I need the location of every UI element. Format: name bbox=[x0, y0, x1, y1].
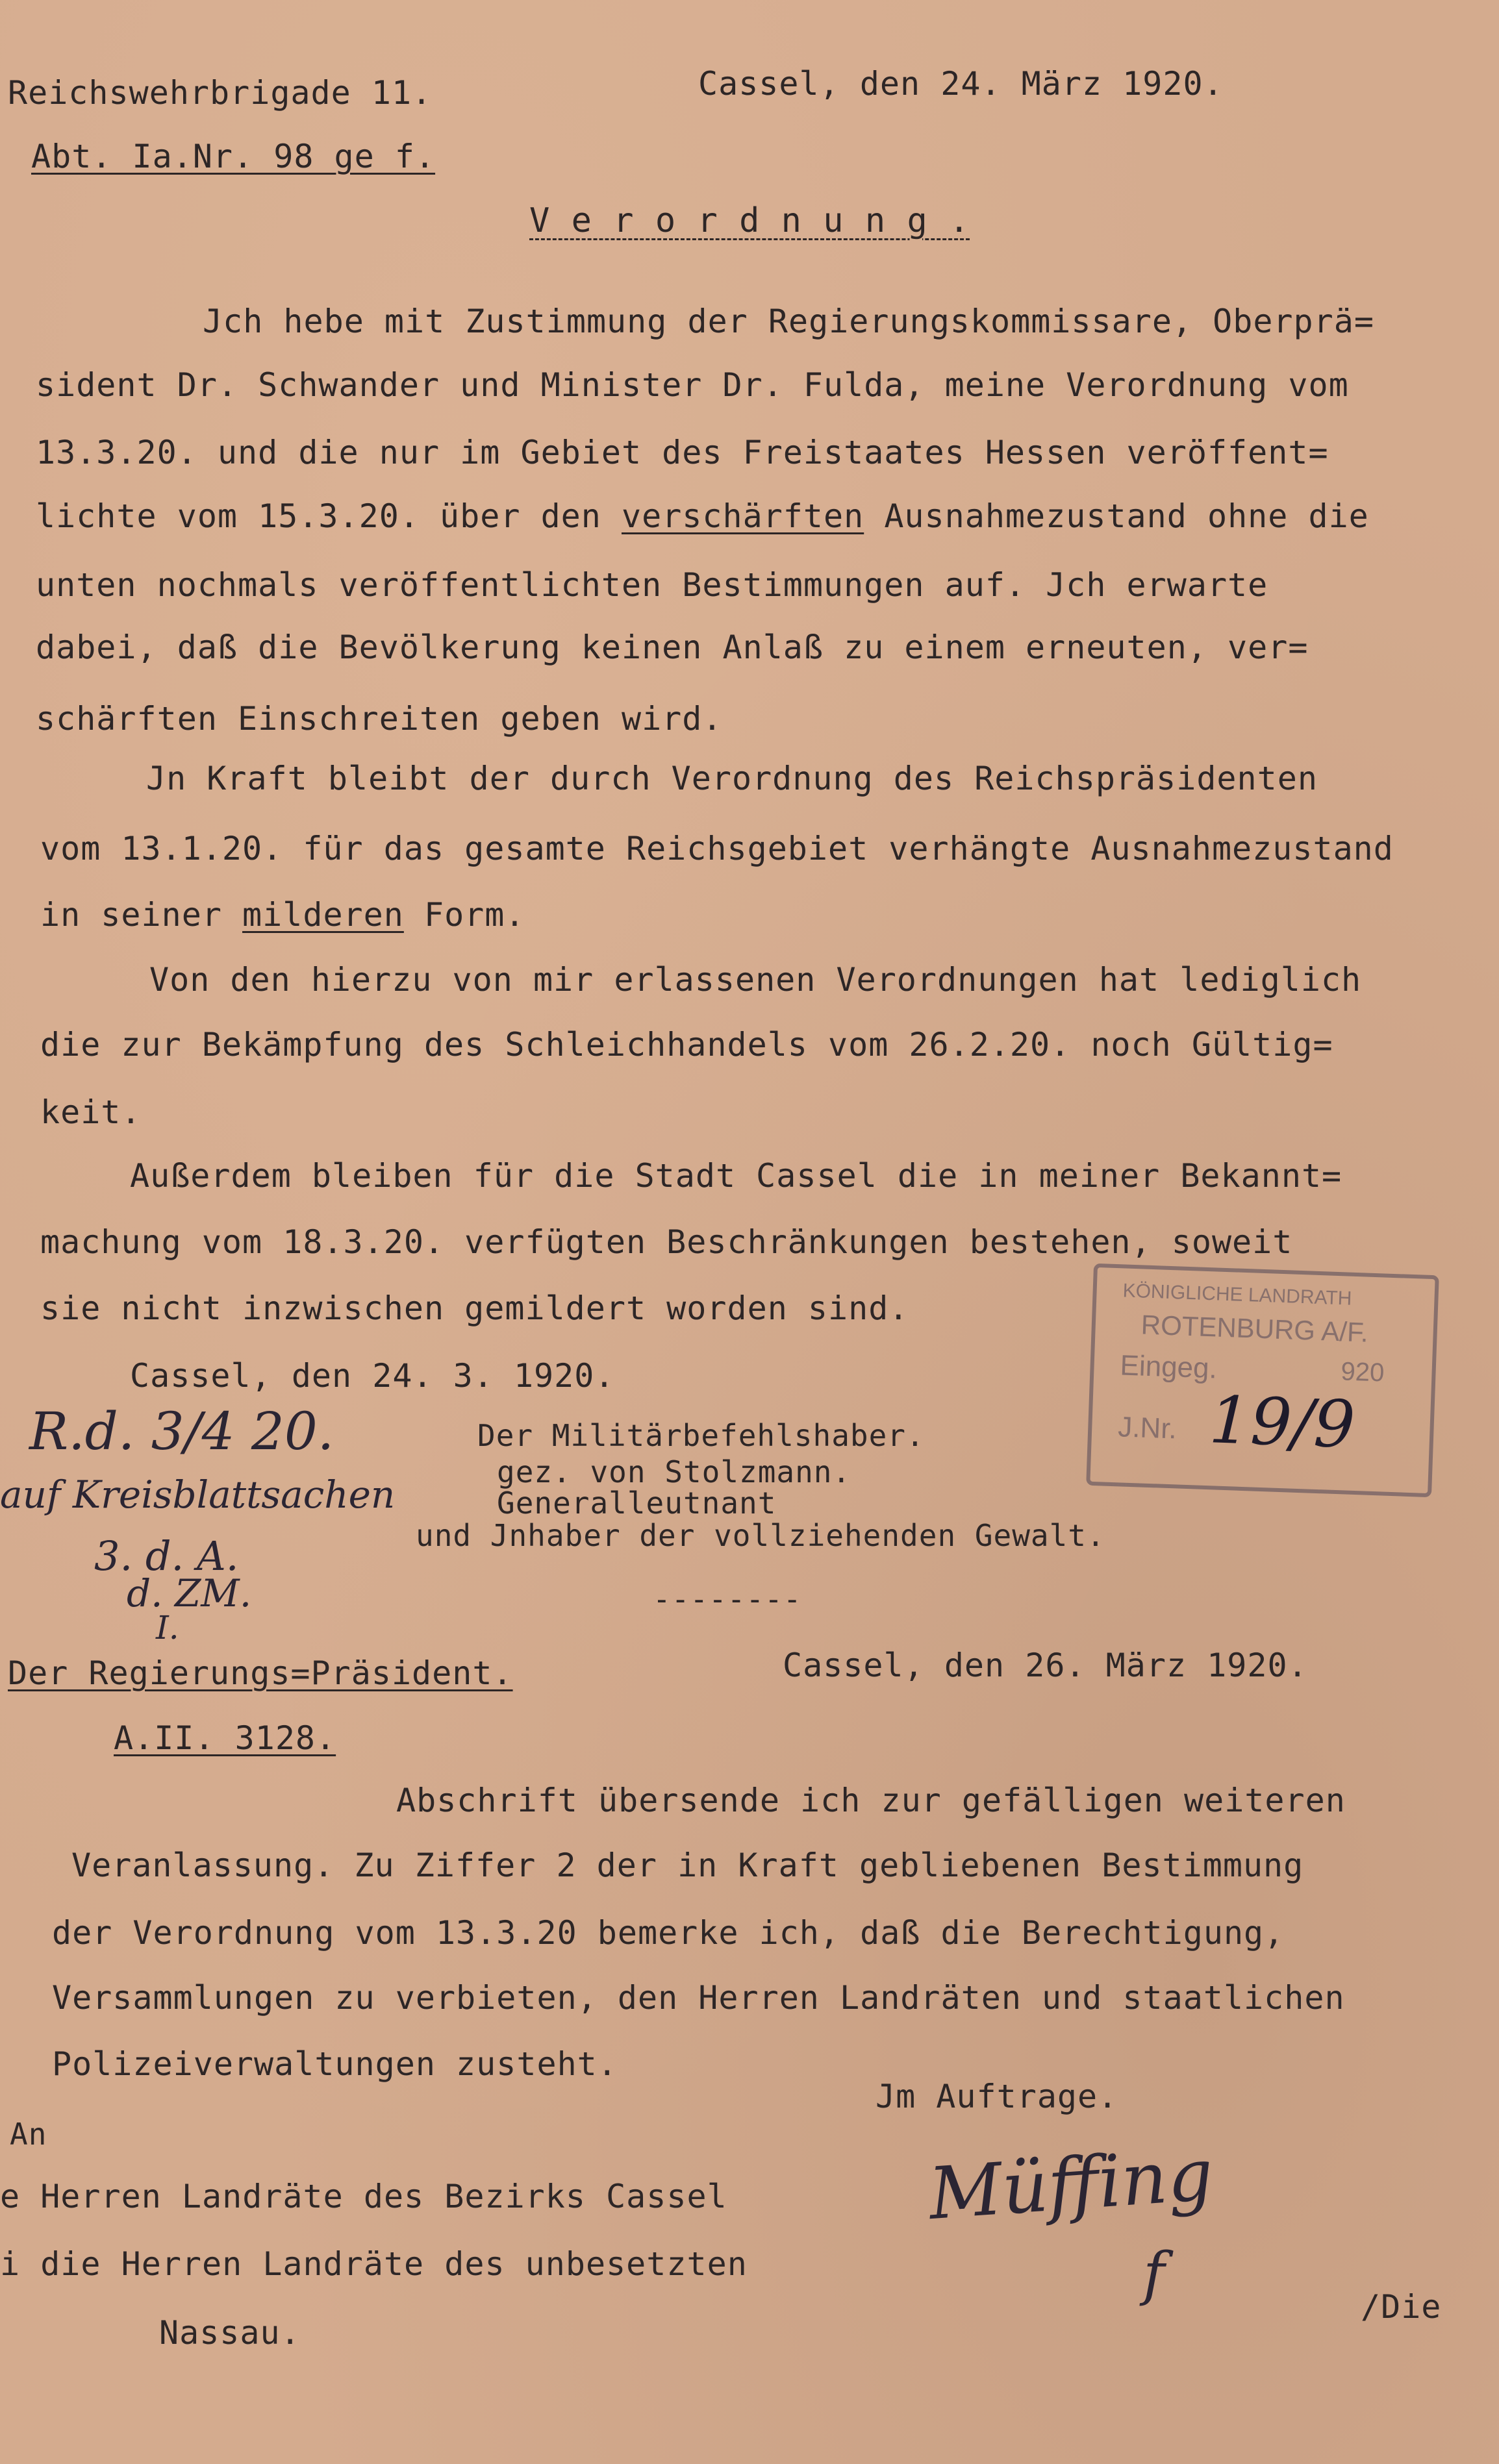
sender-authority: Der Regierungs=Präsident. bbox=[8, 1654, 513, 1692]
recipient-line3: Nassau. bbox=[159, 2314, 301, 2352]
para1-line2: sident Dr. Schwander und Minister Dr. Fulda, meine Verordnung vom bbox=[36, 366, 1349, 404]
recipient-label: An bbox=[10, 2117, 47, 2152]
signature-line1: Der Militärbefehlshaber. bbox=[477, 1418, 925, 1453]
place-date: Cassel, den 24. März 1920. bbox=[698, 65, 1224, 103]
para3-line3: keit. bbox=[40, 1093, 142, 1131]
signature-line3: Generalleutnant bbox=[497, 1486, 777, 1521]
reference-number: Abt. Ia.Nr. 98 ge f. bbox=[31, 138, 436, 175]
handwritten-note: I. bbox=[156, 1609, 179, 1647]
document-title: V e r o r d n u n g . bbox=[529, 201, 970, 240]
section2-reference: A.II. 3128. bbox=[114, 1719, 336, 1757]
para1-line5: unten nochmals veröffentlichten Bestimmungen auf. Jch erwarte bbox=[36, 566, 1268, 604]
para2-line3: in seiner milderen Form. bbox=[40, 896, 525, 934]
stamp-handwritten-number: 19/9 bbox=[1207, 1382, 1357, 1463]
footer-mark: /Die bbox=[1361, 2288, 1442, 2326]
section2-line4: Versammlungen zu verbieten, den Herren Landräten und staatlichen bbox=[52, 1979, 1345, 2017]
handwritten-note: 3. d. A. bbox=[94, 1532, 239, 1580]
issuing-unit: Reichswehrbrigade 11. bbox=[8, 74, 433, 112]
underlined-word: verschärften bbox=[621, 497, 864, 535]
para1-line7: schärften Einschreiten geben wird. bbox=[36, 700, 723, 738]
section2-closing: Jm Auftrage. bbox=[875, 2078, 1118, 2115]
para1-line1: Jch hebe mit Zustimmung der Regierungskommissare, Oberprä= bbox=[203, 303, 1374, 340]
received-stamp: KÖNIGLICHE LANDRATH ROTENBURG A/F. Eingeg. 920 J.Nr. 19/9 bbox=[1086, 1263, 1439, 1497]
para1-line4: lichte vom 15.3.20. über den verschärften Ausnahmezustand ohne die bbox=[36, 497, 1369, 535]
handwritten-initial: f bbox=[1143, 2240, 1165, 2308]
handwritten-note: auf Kreisblattsachen bbox=[0, 1473, 396, 1517]
section2-line3: der Verordnung vom 13.3.20 bemerke ich, daß die Berechtigung, bbox=[52, 1914, 1285, 1952]
recipient-line1: e Herren Landräte des Bezirks Cassel bbox=[0, 2178, 727, 2215]
para2-line1: Jn Kraft bleibt der durch Verordnung des Reichspräsidenten bbox=[146, 760, 1318, 797]
para3-line2: die zur Bekämpfung des Schleichhandels vom 26.2.20. noch Gültig= bbox=[40, 1026, 1333, 1064]
signature-line2: gez. von Stolzmann. bbox=[497, 1454, 851, 1489]
handwritten-note: R.d. 3/4 20. bbox=[29, 1401, 334, 1462]
para4-line2: machung vom 18.3.20. verfügten Beschränkungen bestehen, soweit bbox=[40, 1223, 1293, 1261]
recipient-line2: i die Herren Landräte des unbesetzten bbox=[0, 2245, 748, 2283]
para1-line6: dabei, daß die Bevölkerung keinen Anlaß zu einem erneuten, ver= bbox=[36, 628, 1309, 666]
section2-line5: Polizeiverwaltungen zusteht. bbox=[52, 2045, 618, 2083]
closing-date: Cassel, den 24. 3. 1920. bbox=[130, 1357, 615, 1395]
para1-line3: 13.3.20. und die nur im Gebiet des Freistaates Hessen veröffent= bbox=[36, 434, 1329, 471]
handwritten-note: d. ZM. bbox=[127, 1571, 252, 1615]
para4-line1: Außerdem bleiben für die Stadt Cassel die in meiner Bekannt= bbox=[130, 1157, 1342, 1195]
section2-line2: Veranlassung. Zu Ziffer 2 der in Kraft gebliebenen Bestimmung bbox=[71, 1847, 1304, 1884]
underlined-word: milderen bbox=[242, 896, 404, 934]
handwritten-signature: Müffing bbox=[926, 2132, 1216, 2236]
section2-line1: Abschrift übersende ich zur gefälligen weiteren bbox=[396, 1782, 1346, 1819]
section2-place-date: Cassel, den 26. März 1920. bbox=[783, 1647, 1308, 1684]
separator: -------- bbox=[653, 1582, 802, 1617]
para3-line1: Von den hierzu von mir erlassenen Verordnungen hat lediglich bbox=[149, 961, 1362, 999]
para2-line2: vom 13.1.20. für das gesamte Reichsgebiet verhängte Ausnahmezustand bbox=[40, 830, 1394, 867]
signature-line4: und Jnhaber der vollziehenden Gewalt. bbox=[416, 1518, 1105, 1553]
para4-line3: sie nicht inzwischen gemildert worden sind. bbox=[40, 1289, 909, 1327]
